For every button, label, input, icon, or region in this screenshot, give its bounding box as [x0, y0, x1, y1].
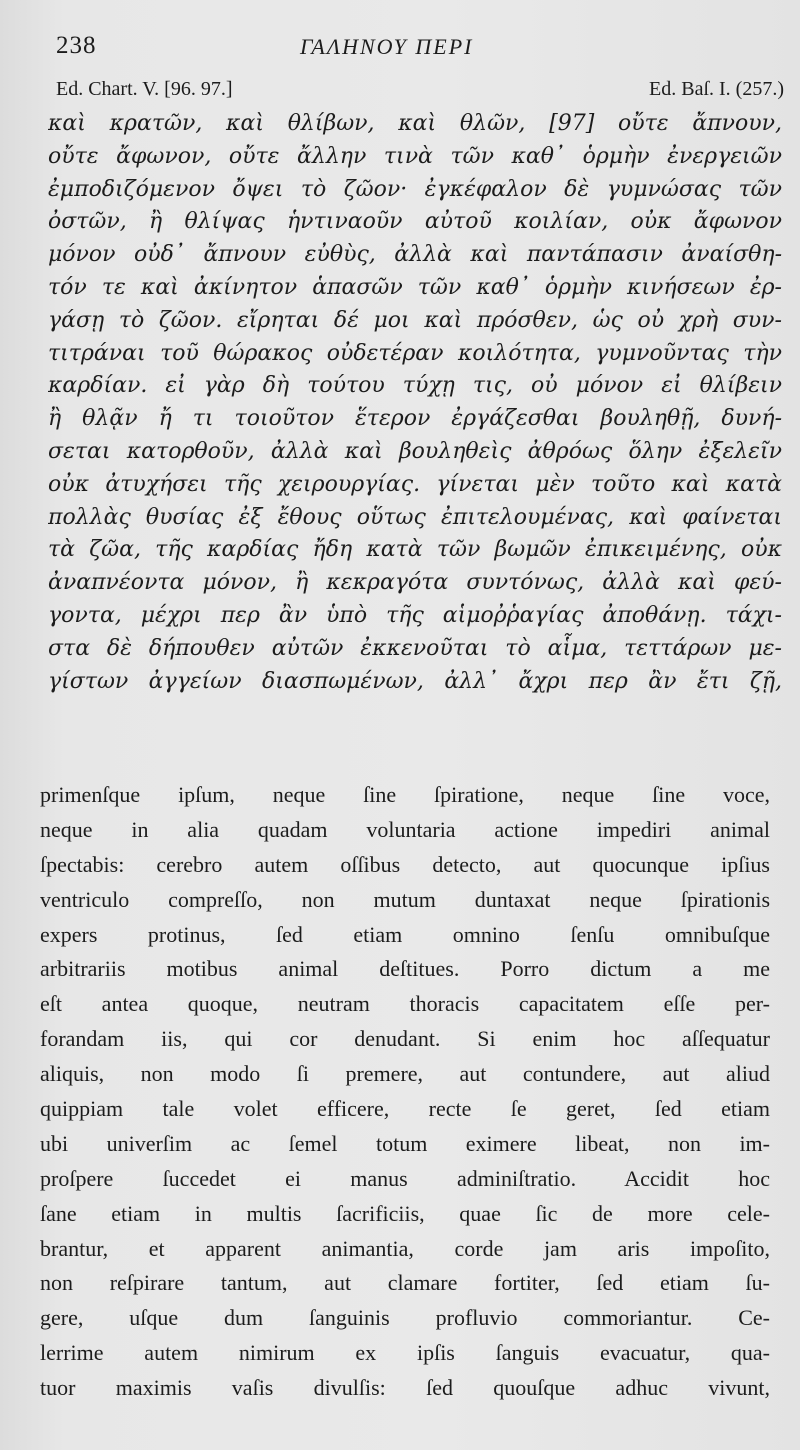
- edition-references: [56, 78, 784, 106]
- greek-text-line: πολλὰς θυσίας ἐξ ἔθους οὕτως ἐπιτελουμένας, καὶ φαίνεται: [48, 504, 782, 530]
- latin-text-line: gere, uſque dum ſanguinis profluvio commoriantur. Ce-: [40, 1305, 770, 1331]
- latin-text-line: aliquis, non modo ſi premere, aut contundere, aut aliud: [40, 1061, 770, 1087]
- greek-text-line: οὔτε ἄφωνον, οὔτε ἄλλην τινὰ τῶν καθ᾽ ὁρμὴν ἐνεργειῶν: [48, 143, 782, 169]
- latin-text-block: [40, 778, 770, 1406]
- greek-text-line: ἢ θλᾷν ἤ τι τοιοῦτον ἕτερον ἐργάζεσθαι βουληθῇ, δυνή-: [48, 406, 782, 432]
- greek-text-block: [48, 108, 782, 698]
- greek-text-line: μόνον οὐδ᾽ ἄπνουν εὐθὺς, ἀλλὰ καὶ παντάπασιν ἀναίσθη-: [48, 242, 782, 268]
- latin-text-line: non reſpirare tantum, aut clamare fortiter, ſed etiam ſu-: [40, 1270, 770, 1296]
- greek-text-line: καὶ κρατῶν, καὶ θλίβων, καὶ θλῶν, [97] οὔτε ἄπνουν,: [48, 111, 782, 136]
- greek-text-line: ἐμποδιζόμενον ὄψει τὸ ζῶον· ἐγκέφαλον δὲ γυμνώσας τῶν: [48, 176, 782, 202]
- latin-text-line: brantur, et apparent animantia, corde jam aris impoſito,: [40, 1235, 770, 1261]
- latin-text-line: quippiam tale volet efficere, recte ſe geret, ſed etiam: [40, 1096, 770, 1122]
- greek-text-line: σεται κατορθοῦν, ἀλλὰ καὶ βουληθεὶς ἀθρόως ὅλην ἐξελεῖν: [48, 438, 782, 464]
- greek-text-line: τόν τε καὶ ἀκίνητον ἁπασῶν τῶν καθ᾽ ὁρμὴν κινήσεων ἐρ-: [48, 274, 782, 300]
- edition-basel-ref: Ed. Baſ. I. (257.): [649, 78, 784, 100]
- greek-text-line: γίστων ἀγγείων διασπωμένων, ἀλλ᾽ ἄχρι περ ἂν ἔτι ζῇ,: [48, 668, 782, 694]
- greek-text-line: γοντα, μέχρι περ ἂν ὑπὸ τῆς αἱμοῤῥαγίας ἀποθάνῃ. τάχι-: [48, 602, 782, 628]
- latin-text-line: ſpectabis: cerebro autem oſſibus detecto, aut quocunque ipſius: [40, 851, 770, 877]
- greek-text-line: καρδίαν. εἰ γὰρ δὴ τούτου τύχῃ τις, οὐ μόνον εἰ θλίβειν: [48, 373, 782, 399]
- latin-text-line: expers protinus, ſed etiam omnino ſenſu omnibuſque: [40, 921, 770, 947]
- latin-text-line: arbitrariis motibus animal deſtitues. Porro dictum a me: [40, 956, 770, 982]
- edition-chartier-ref: Ed. Chart. V. [96. 97.]: [56, 78, 233, 100]
- greek-text-line: τὰ ζῶα, τῆς καρδίας ἤδη κατὰ τῶν βωμῶν ἐπικειμένης, οὐκ: [48, 537, 782, 563]
- latin-text-line: ſane etiam in multis ſacrificiis, quae ſic de more cele-: [40, 1200, 770, 1226]
- latin-text-line: ubi univerſim ac ſemel totum eximere libeat, non im-: [40, 1130, 770, 1156]
- latin-text-line: forandam iis, qui cor denudant. Si enim hoc aſſequatur: [40, 1026, 770, 1052]
- greek-text-line: ἀναπνέοντα μόνον, ἢ κεκραγότα συντόνως, ἀλλὰ καὶ φεύ-: [48, 570, 782, 596]
- page-header: [0, 26, 800, 66]
- page-number: 238: [56, 32, 97, 59]
- latin-text-line: tuor maximis vaſis divulſis: ſed quouſque adhuc vivunt,: [40, 1375, 770, 1401]
- greek-text-line: ὀστῶν, ἢ θλίψας ἡντιναοῦν αὐτοῦ κοιλίαν, οὐκ ἄφωνον: [48, 209, 782, 235]
- latin-text-line: neque in alia quadam voluntaria actione impediri animal: [40, 816, 770, 842]
- greek-text-line: στα δὲ δήπουθεν αὐτῶν ἐκκενοῦται τὸ αἷμα, τεττάρων με-: [48, 635, 782, 661]
- greek-text-line: οὐκ ἀτυχήσει τῆς χειρουργίας. γίνεται μὲν τοῦτο καὶ κατὰ: [48, 471, 782, 497]
- running-title: ΓΑΛΗΝΟΥ ΠΕΡΙ: [300, 34, 474, 59]
- latin-text-line: proſpere ſuccedet ei manus adminiſtratio. Accidit hoc: [40, 1165, 770, 1191]
- latin-text-line: primenſque ipſum, neque ſine ſpiratione, neque ſine voce,: [40, 782, 770, 807]
- latin-text-line: lerrime autem nimirum ex ipſis ſanguis evacuatur, qua-: [40, 1340, 770, 1366]
- greek-text-line: γάσῃ τὸ ζῶον. εἴρηται δέ μοι καὶ πρόσθεν, ὡς οὐ χρὴ συν-: [48, 307, 782, 333]
- greek-text-line: τιτράναι τοῦ θώρακος οὐδετέραν κοιλότητα, γυμνοῦντας τὴν: [48, 340, 782, 366]
- latin-text-line: eſt antea quoque, neutram thoracis capacitatem eſſe per-: [40, 991, 770, 1017]
- latin-text-line: ventriculo compreſſo, non mutum duntaxat neque ſpirationis: [40, 886, 770, 912]
